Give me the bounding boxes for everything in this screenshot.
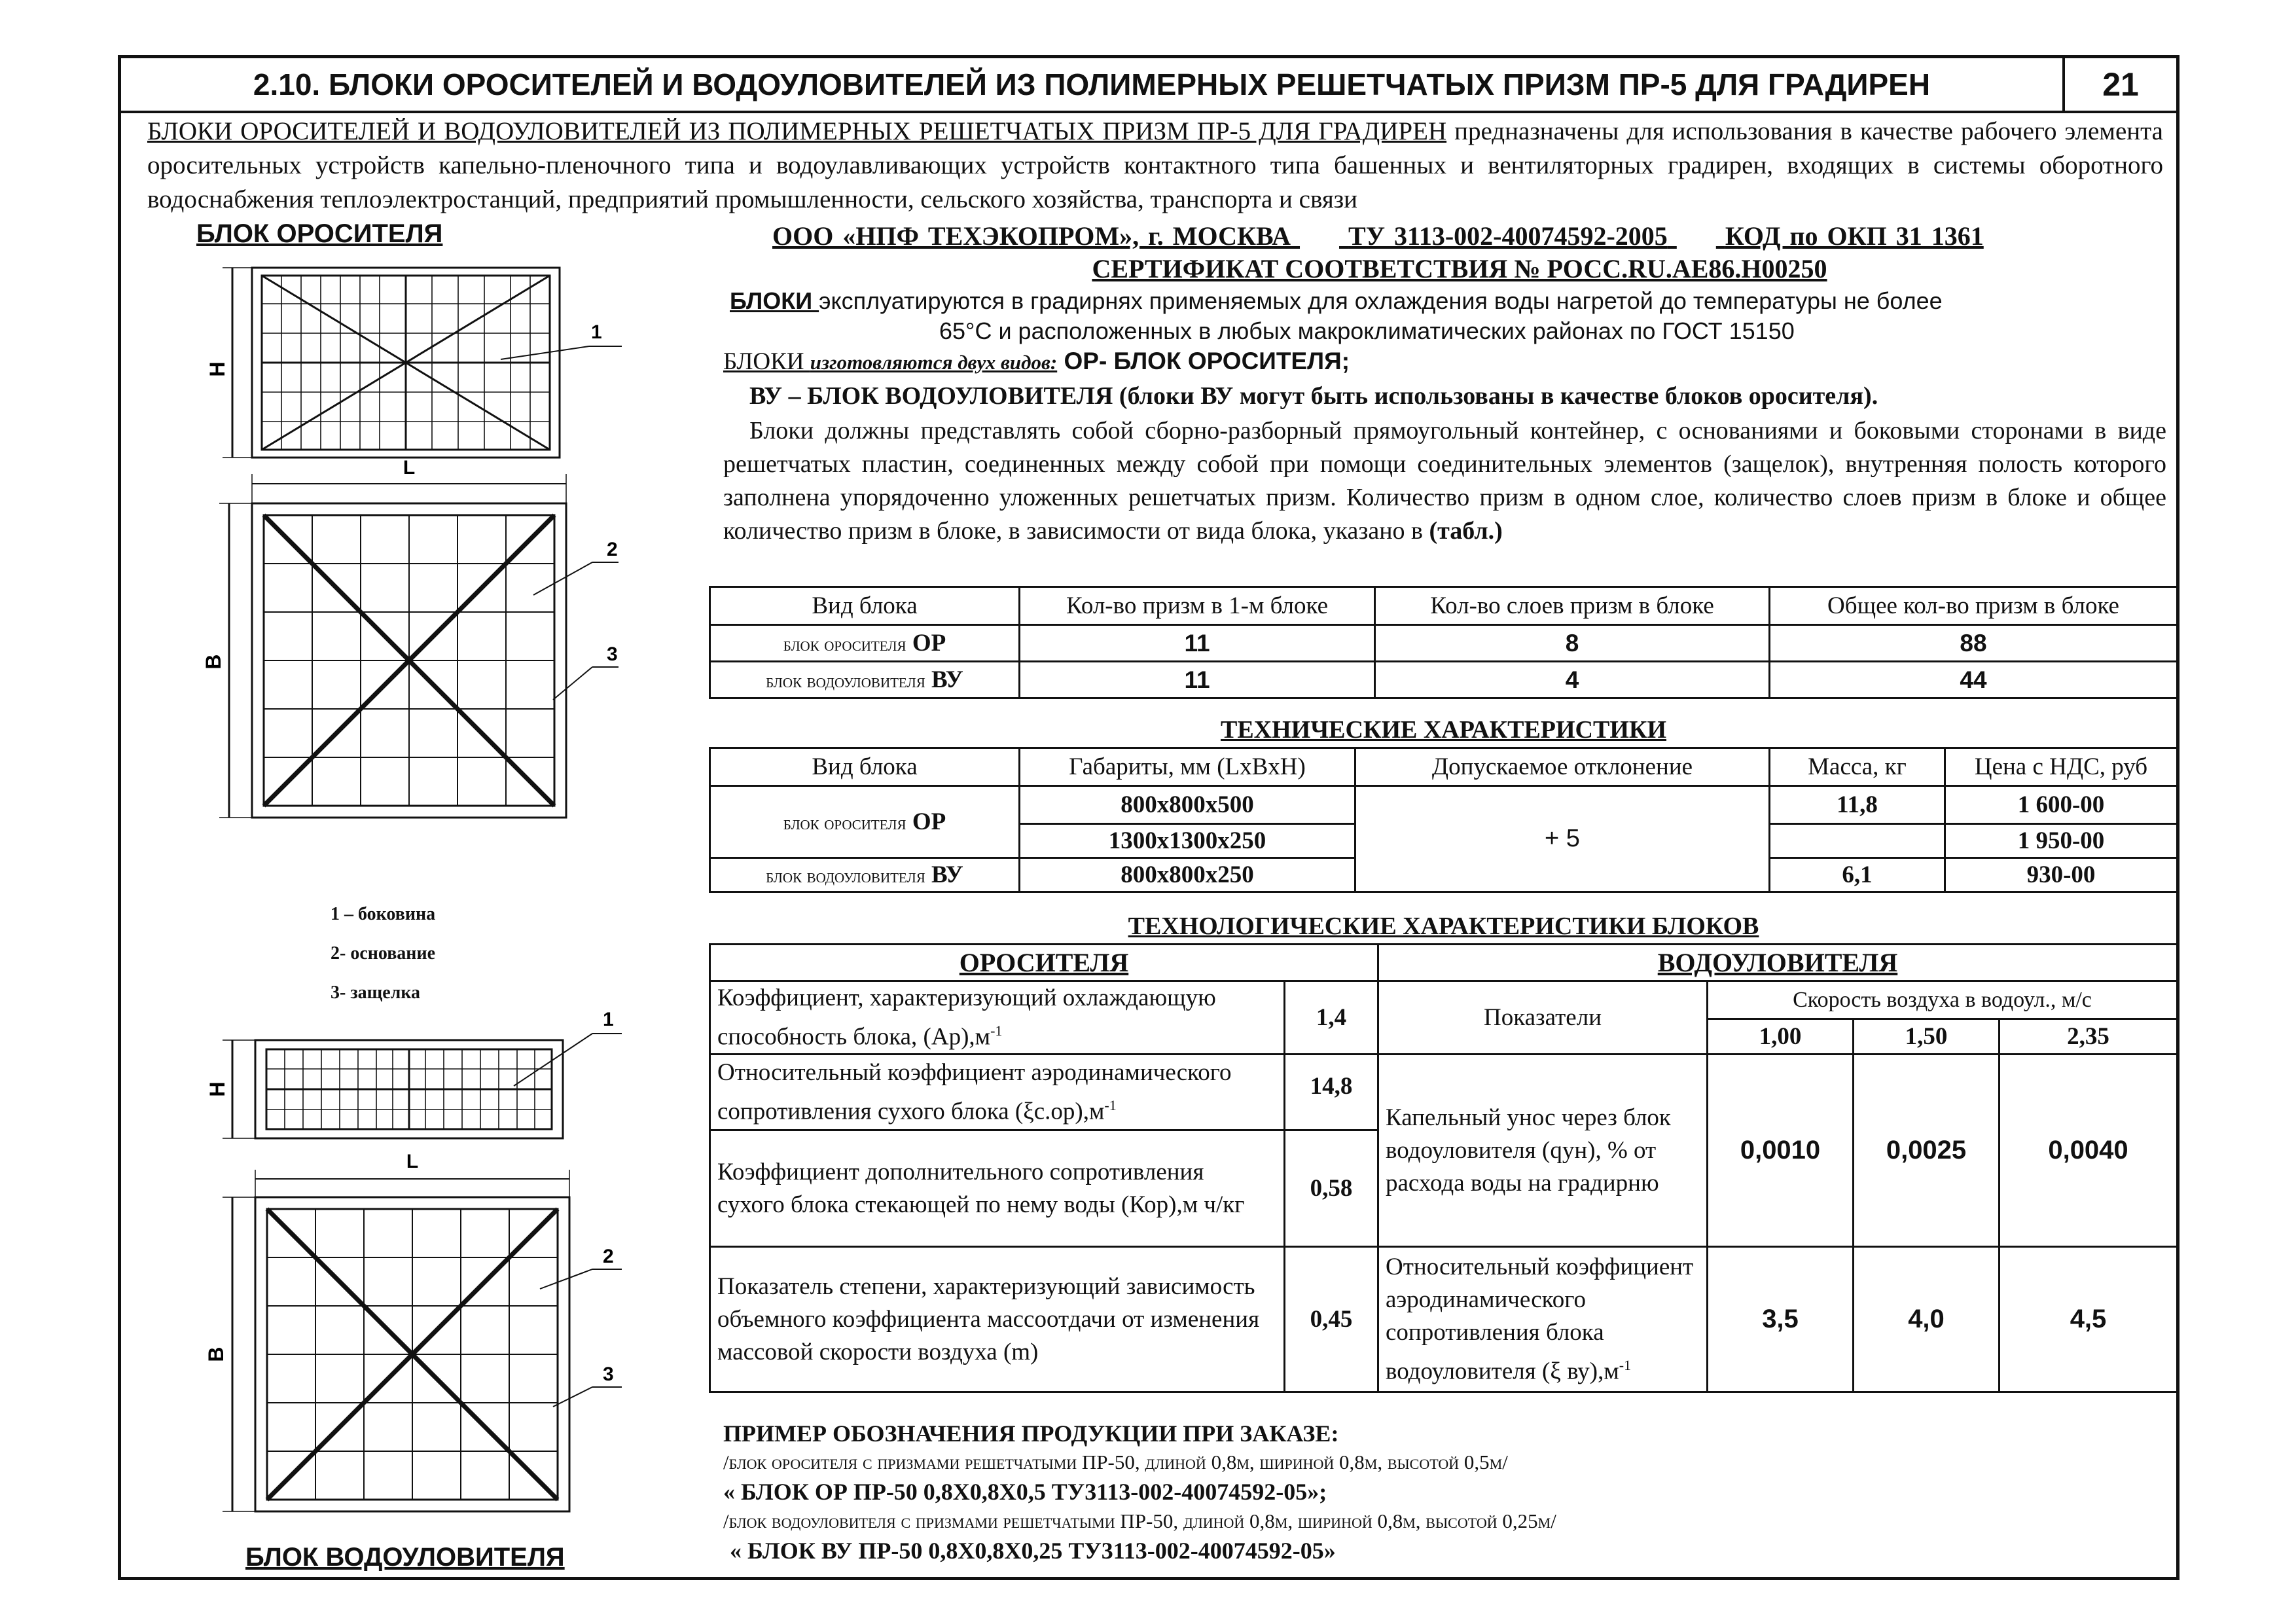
order-example-code2: « БЛОК ВУ ПР-50 0,8Х0,8Х0,25 ТУ3113-002-40074592-05» bbox=[730, 1538, 1336, 1564]
t1-cell: 11 bbox=[1020, 662, 1375, 698]
t2-or-name: блок оросителя bbox=[783, 812, 906, 834]
tech-char-table bbox=[709, 943, 2178, 1393]
table-row bbox=[710, 786, 2178, 824]
desc-p1-text: эксплуатируются в градирнях применяемых для охлаждения воды нагретой до температуры не более bbox=[819, 287, 1943, 314]
t1-cell: 4 bbox=[1375, 662, 1770, 698]
desc-p2-lead: БЛОКИ bbox=[723, 348, 810, 375]
order-example bbox=[723, 1418, 2163, 1566]
t2-header: Масса, кг bbox=[1770, 748, 1945, 786]
figure-label-sprinkler: БЛОК ОРОСИТЕЛЯ bbox=[196, 219, 443, 248]
callout-1-bottom: 1 bbox=[603, 1009, 614, 1030]
t3-left-value: 0,45 bbox=[1285, 1247, 1378, 1392]
t1-cell: 44 bbox=[1770, 662, 2178, 698]
legend-item: 3- защелка bbox=[331, 983, 421, 1003]
prism-count-table bbox=[709, 586, 2178, 699]
callout-3-bottom: 3 bbox=[603, 1363, 614, 1385]
t3-left-value: 1,4 bbox=[1285, 981, 1378, 1055]
dim-h-top: H bbox=[206, 361, 229, 377]
t2-mass: 6,1 bbox=[1770, 858, 1945, 892]
t2-vu-code: ВУ bbox=[931, 861, 963, 888]
t3-right-param: Капельный унос через блок водоуловителя (qун), % от расхода воды на градирню bbox=[1378, 1055, 1708, 1247]
page-title: 2.10. БЛОКИ ОРОСИТЕЛЕЙ И ВОДОУЛОВИТЕЛЕЙ ИЗ ПОЛИМЕРНЫХ РЕШЕТЧАТЫХ ПРИЗМ ПР-5 ДЛЯ ГРАДИРЕН bbox=[121, 58, 2065, 111]
t3-value: 4,0 bbox=[1854, 1247, 2000, 1392]
t1-block-name: блок оросителя bbox=[783, 634, 906, 655]
t3-left-param: Коэффициент, характеризующий охлаждающую способность блока, $(Ар),м^{-1}$ bbox=[710, 981, 1285, 1055]
t3-left-value: 0,58 bbox=[1285, 1130, 1378, 1247]
t2-header: Вид блока bbox=[710, 748, 1020, 786]
desc-p2-or: ОР- БЛОК ОРОСИТЕЛЯ; bbox=[1057, 348, 1350, 374]
dim-h-bottom: H bbox=[206, 1081, 229, 1097]
callout-2-top: 2 bbox=[607, 539, 618, 560]
dim-b-bottom: B bbox=[204, 1346, 228, 1362]
t1-block-code: ОР bbox=[912, 630, 946, 657]
t3-value: 3,5 bbox=[1708, 1247, 1854, 1392]
dim-b-top: B bbox=[202, 654, 225, 670]
t1-cell: 8 bbox=[1375, 625, 1770, 662]
page-frame bbox=[118, 55, 2179, 1580]
t2-vu-name: блок водоуловителя bbox=[766, 865, 925, 887]
t3-left-param: Относительный коэффициент аэродинамического сопротивления сухого блока $(\xi с.ор),м^{-1}$ bbox=[710, 1055, 1285, 1130]
t3-value: 0,0040 bbox=[2000, 1055, 2178, 1247]
desc-p4-text: Блоки должны представлять собой сборно-разборный прямоугольный контейнер, с основаниями и боковыми сторонами в виде решетчатых пластин, соединенных между собой при помощи соединительных элементов (защелок), внутренняя полость которого заполнена упорядоченно уложенных решетчатых призм. Количество призм в одном слое, количество слоев призм в блоке и общее количество призм в блоке, в зависимости от вида блока, указано в bbox=[723, 417, 2166, 545]
intro-text: предназначены для использования в качестве рабочего элемента оросительных устройств капельно-пленочного типа и водоулавливающих устройств контактного типа башенных и вентиляторных градирен, входящих в системы оборотного водоснабжения теплоэлектростанций, предприятий промышленности, сельского хозяйства, транспорта и связи bbox=[147, 117, 2163, 213]
order-example-code1: « БЛОК ОР ПР-50 0,8Х0,8Х0,5 ТУ3113-002-40074592-05»; bbox=[723, 1479, 1327, 1505]
legend-item: 2- основание bbox=[331, 943, 436, 964]
sprinkler-block-drawing bbox=[160, 255, 749, 909]
figure-label-eliminator: БЛОК ВОДОУЛОВИТЕЛЯ bbox=[245, 1543, 565, 1572]
callout-3-top: 3 bbox=[607, 643, 618, 665]
desc-p1-lead: БЛОКИ bbox=[730, 287, 819, 314]
t3-right-param: Относительный коэффициент аэродинамического сопротивления блока водоуловителя (ξ $ву),м^{-1}$ bbox=[1378, 1247, 1708, 1392]
certificate: СЕРТИФИКАТ СООТВЕТСТВИЯ № РОСС.RU.АЕ86.Н00250 bbox=[1092, 254, 1827, 283]
order-example-line1: /блок оросителя с призмами решетчатыми ПР-50, длиной 0,8м, шириной 0,8м, высотой 0,5м/ bbox=[723, 1451, 1508, 1473]
table-row bbox=[710, 662, 2178, 698]
t2-price: 1 950-00 bbox=[1945, 824, 2178, 858]
tech-specs-title: ТЕХНИЧЕСКИЕ ХАРАКТЕРИСТИКИ bbox=[1220, 716, 1667, 744]
table-row bbox=[710, 1247, 2178, 1392]
description-p1 bbox=[730, 286, 2166, 346]
t1-cell: 11 bbox=[1020, 625, 1375, 662]
company-okp: КОД по ОКП 31 1361 bbox=[1725, 221, 1984, 251]
page-number: 21 bbox=[2102, 66, 2139, 103]
company-tu: ТУ 3113-002-40074592-2005 bbox=[1348, 221, 1668, 251]
t1-cell: 88 bbox=[1770, 625, 2178, 662]
description-p2 bbox=[723, 348, 2163, 376]
tech-char-title: ТЕХНОЛОГИЧЕСКИЕ ХАРАКТЕРИСТИКИ БЛОКОВ bbox=[1128, 912, 1759, 940]
t3-speed: 1,50 bbox=[1854, 1019, 2000, 1055]
t2-mass: 11,8 bbox=[1770, 786, 1945, 824]
t2-header: Цена с НДС, руб bbox=[1945, 748, 2178, 786]
t2-header: Габариты, мм (LxBxH) bbox=[1020, 748, 1355, 786]
t2-dims: 800х800х250 bbox=[1020, 858, 1355, 892]
t3-value: 0,0025 bbox=[1854, 1055, 2000, 1247]
t3-left-param: Коэффициент дополнительного сопротивления сухого блока стекающей по нему воды (Кор),м ч/кг bbox=[710, 1130, 1285, 1247]
table-row bbox=[710, 625, 2178, 662]
t3-speed-header: Скорость воздуха в водоул., м/с bbox=[1708, 981, 2178, 1019]
description-p4 bbox=[723, 414, 2166, 548]
t3-value: 4,5 bbox=[2000, 1247, 2178, 1392]
description-p3: ВУ – БЛОК ВОДОУЛОВИТЕЛЯ (блоки ВУ могут быть использованы в качестве блоков оросителя). bbox=[749, 382, 1878, 410]
intro-lead: БЛОКИ ОРОСИТЕЛЕЙ И ВОДОУЛОВИТЕЛЕЙ ИЗ ПОЛИМЕРНЫХ РЕШЕТЧАТЫХ ПРИЗМ ПР-5 ДЛЯ ГРАДИРЕН bbox=[147, 117, 1447, 145]
t2-price: 930-00 bbox=[1945, 858, 2178, 892]
t1-header: Кол-во призм в 1-м блоке bbox=[1020, 587, 1375, 625]
t3-speed: 2,35 bbox=[2000, 1019, 2178, 1055]
dim-l-top: L bbox=[403, 457, 416, 478]
desc-p4-ref: (табл.) bbox=[1429, 517, 1503, 545]
t1-header: Кол-во слоев призм в блоке bbox=[1375, 587, 1770, 625]
t2-price: 1 600-00 bbox=[1945, 786, 2178, 824]
dim-l-bottom: L bbox=[406, 1151, 419, 1172]
t1-block-name: блок водоуловителя bbox=[766, 670, 925, 692]
t2-header: Допускаемое отклонение bbox=[1355, 748, 1770, 786]
desc-p2-italic: изготовляются двух видов: bbox=[810, 351, 1058, 374]
table-row bbox=[710, 1055, 2178, 1130]
t1-block-code: ВУ bbox=[931, 666, 963, 693]
page-header bbox=[121, 58, 2176, 113]
order-example-title: ПРИМЕР ОБОЗНАЧЕНИЯ ПРОДУКЦИИ ПРИ ЗАКАЗЕ: bbox=[723, 1420, 1339, 1447]
callout-1-top: 1 bbox=[591, 321, 602, 343]
t3-left-header: ОРОСИТЕЛЯ bbox=[710, 945, 1378, 981]
legend-item: 1 – боковина bbox=[331, 904, 436, 924]
t3-left-param: Показатель степени, характеризующий зависимость объемного коэффициента массоотдачи от изменения массовой скорости воздуха (m) bbox=[710, 1247, 1285, 1392]
order-example-line2: /блок водоуловителя с призмами решетчатыми ПР-50, длиной 0,8м, шириной 0,8м, высотой 0,25м/ bbox=[723, 1509, 1556, 1532]
callout-2-bottom: 2 bbox=[603, 1246, 614, 1267]
t2-or-code: ОР bbox=[912, 808, 946, 835]
intro-paragraph bbox=[147, 115, 2163, 217]
t1-header: Вид блока bbox=[710, 587, 1020, 625]
t2-dims: 800х800х500 bbox=[1020, 786, 1355, 824]
t2-deviation: + 5 bbox=[1355, 786, 1770, 892]
eliminator-block-drawing bbox=[160, 1001, 749, 1564]
tech-specs-table bbox=[709, 747, 2178, 893]
t3-param-header: Показатели bbox=[1378, 981, 1708, 1055]
t1-header: Общее кол-во призм в блоке bbox=[1770, 587, 2178, 625]
t3-value: 0,0010 bbox=[1708, 1055, 1854, 1247]
t3-left-value: 14,8 bbox=[1285, 1055, 1378, 1130]
company-name: ООО «НПФ ТЕХЭКОПРОМ», г. МОСКВА bbox=[772, 221, 1291, 251]
t2-mass bbox=[1770, 824, 1945, 858]
t2-dims: 1300х1300х250 bbox=[1020, 824, 1355, 858]
figure-legend bbox=[331, 895, 435, 1013]
t3-speed: 1,00 bbox=[1708, 1019, 1854, 1055]
t3-right-header: ВОДОУЛОВИТЕЛЯ bbox=[1378, 945, 2178, 981]
desc-p1-line2: 65°С и расположенных в любых макроклиматических районах по ГОСТ 15150 bbox=[939, 317, 1795, 344]
company-line bbox=[772, 221, 1984, 251]
